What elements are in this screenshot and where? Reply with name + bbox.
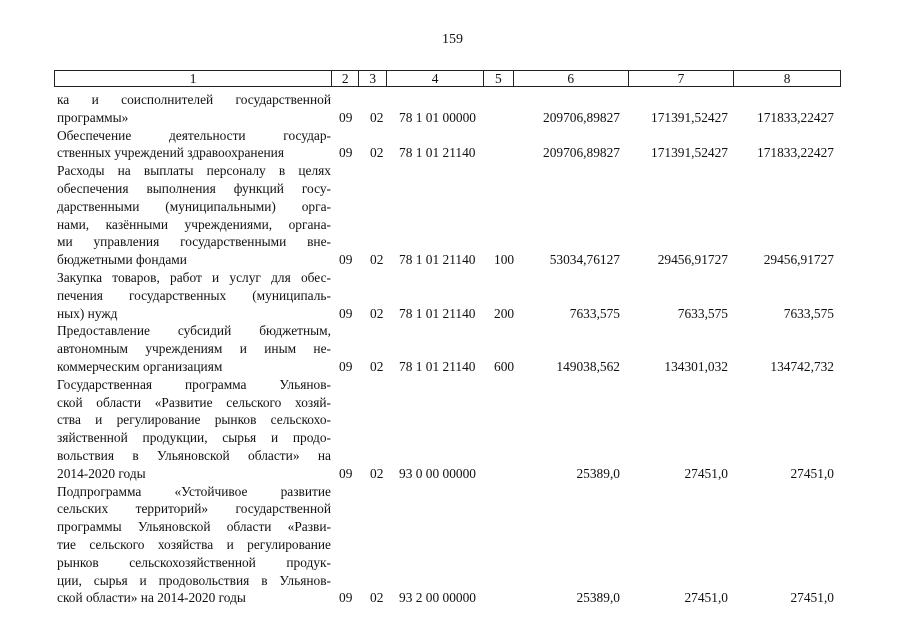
row-description — [57, 269, 331, 322]
cell-c3: 02 — [370, 590, 384, 606]
cell-c6: 25389,0 — [576, 590, 620, 606]
description-line: бюджетными фондами — [57, 252, 187, 268]
cell-c8: 171833,22427 — [757, 109, 834, 125]
cell-c4: 93 2 00 00000 — [399, 590, 476, 606]
description-line: Расходы на выплаты персоналу в целях — [57, 163, 331, 179]
cell-c8: 29456,91727 — [763, 252, 834, 268]
table-row — [0, 269, 905, 322]
cell-c8: 171833,22427 — [757, 145, 834, 161]
header-col-4: 4 — [387, 71, 484, 86]
header-col-6: 6 — [514, 71, 629, 86]
description-line: ской области «Развитие сельского хозяй- — [57, 394, 331, 410]
cell-c6: 25389,0 — [576, 465, 620, 481]
description-line: программы» — [57, 109, 129, 125]
cell-c8: 27451,0 — [790, 590, 834, 606]
description-line: коммерческим организациям — [57, 358, 223, 374]
cell-c7: 171391,52427 — [651, 109, 728, 125]
header-col-7: 7 — [629, 71, 735, 86]
description-line: печения государственных (муниципаль- — [57, 287, 331, 303]
header-col-2: 2 — [332, 71, 359, 86]
description-line: Подпрограмма «Устойчивое развитие — [57, 483, 331, 499]
cell-c4: 78 1 01 21140 — [399, 145, 476, 161]
page-number: 159 — [442, 32, 463, 47]
cell-c2: 09 — [339, 252, 353, 268]
row-description — [57, 162, 331, 269]
description-line: ства и регулирование рынков сельскохо- — [57, 412, 331, 428]
header-col-3: 3 — [359, 71, 387, 86]
cell-c8: 134742,732 — [770, 358, 834, 374]
cell-c4: 78 1 01 00000 — [399, 109, 476, 125]
description-line: ми управления государственными вне- — [57, 234, 331, 250]
description-line: ции, сырья и продовольствия в Ульянов- — [57, 572, 331, 588]
cell-c7: 134301,032 — [664, 358, 728, 374]
cell-c7: 27451,0 — [684, 465, 728, 481]
table-header — [54, 70, 841, 87]
cell-c7: 27451,0 — [684, 590, 728, 606]
cell-c4: 78 1 01 21140 — [399, 305, 476, 321]
row-description — [57, 483, 331, 608]
cell-c2: 09 — [339, 109, 353, 125]
cell-c3: 02 — [370, 358, 384, 374]
cell-c7: 7633,575 — [677, 305, 728, 321]
row-description — [57, 127, 331, 163]
cell-c4: 78 1 01 21140 — [399, 358, 476, 374]
table-row — [0, 91, 905, 127]
description-line: нами, казёнными учреждениями, органа- — [57, 216, 331, 232]
cell-c3: 02 — [370, 465, 384, 481]
cell-c8: 27451,0 — [790, 465, 834, 481]
row-description — [57, 322, 331, 375]
cell-c2: 09 — [339, 358, 353, 374]
cell-c3: 02 — [370, 252, 384, 268]
description-line: тие сельского хозяйства и регулирование — [57, 536, 331, 552]
description-line: обеспечения выполнения функций госу- — [57, 180, 331, 196]
description-line: зяйственной продукции, сырья и продо- — [57, 430, 331, 446]
cell-c4: 93 0 00 00000 — [399, 465, 476, 481]
description-line: Государственная программа Ульянов- — [57, 376, 331, 392]
description-line: рынков сельскохозяйственной продук- — [57, 554, 331, 570]
table-row — [0, 127, 905, 163]
table-row — [0, 376, 905, 483]
cell-c5: 200 — [494, 305, 515, 321]
description-line: автономным учреждениям и иным не- — [57, 341, 331, 357]
cell-c3: 02 — [370, 145, 384, 161]
description-line: ской области» на 2014-2020 годы — [57, 590, 246, 606]
cell-c2: 09 — [339, 590, 353, 606]
header-col-1: 1 — [55, 71, 332, 86]
cell-c2: 09 — [339, 145, 353, 161]
description-line: программы Ульяновской области «Разви- — [57, 519, 331, 535]
row-description — [57, 376, 331, 483]
description-line: сельских территорий» государственной — [57, 501, 331, 517]
description-line: вольствия в Ульяновской области» на — [57, 447, 331, 463]
header-col-5: 5 — [484, 71, 514, 86]
description-line: ственных учреждений здравоохранения — [57, 145, 284, 161]
cell-c7: 29456,91727 — [657, 252, 728, 268]
cell-c4: 78 1 01 21140 — [399, 252, 476, 268]
cell-c6: 53034,76127 — [549, 252, 620, 268]
cell-c5: 600 — [494, 358, 515, 374]
cell-c6: 209706,89827 — [543, 145, 620, 161]
cell-c8: 7633,575 — [783, 305, 834, 321]
cell-c5: 100 — [494, 252, 515, 268]
table-row — [0, 162, 905, 269]
cell-c6: 209706,89827 — [543, 109, 620, 125]
row-description — [57, 91, 331, 127]
cell-c7: 171391,52427 — [651, 145, 728, 161]
cell-c6: 7633,575 — [569, 305, 620, 321]
description-line: дарственными (муниципальными) орга- — [57, 198, 331, 214]
header-col-8: 8 — [783, 71, 791, 86]
cell-c2: 09 — [339, 465, 353, 481]
description-line: 2014-2020 годы — [57, 465, 146, 481]
description-line: Закупка товаров, работ и услуг для обес- — [57, 270, 331, 285]
table-row — [0, 483, 905, 608]
cell-c2: 09 — [339, 305, 353, 321]
description-line: ных) нужд — [57, 305, 118, 321]
cell-c6: 149038,562 — [556, 358, 620, 374]
description-line: ка и соисполнителей государственной — [57, 92, 331, 107]
description-line: Предоставление субсидий бюджетным, — [57, 323, 331, 339]
description-line: Обеспечение деятельности государ- — [57, 127, 331, 143]
cell-c3: 02 — [370, 109, 384, 125]
table-row — [0, 322, 905, 375]
cell-c3: 02 — [370, 305, 384, 321]
